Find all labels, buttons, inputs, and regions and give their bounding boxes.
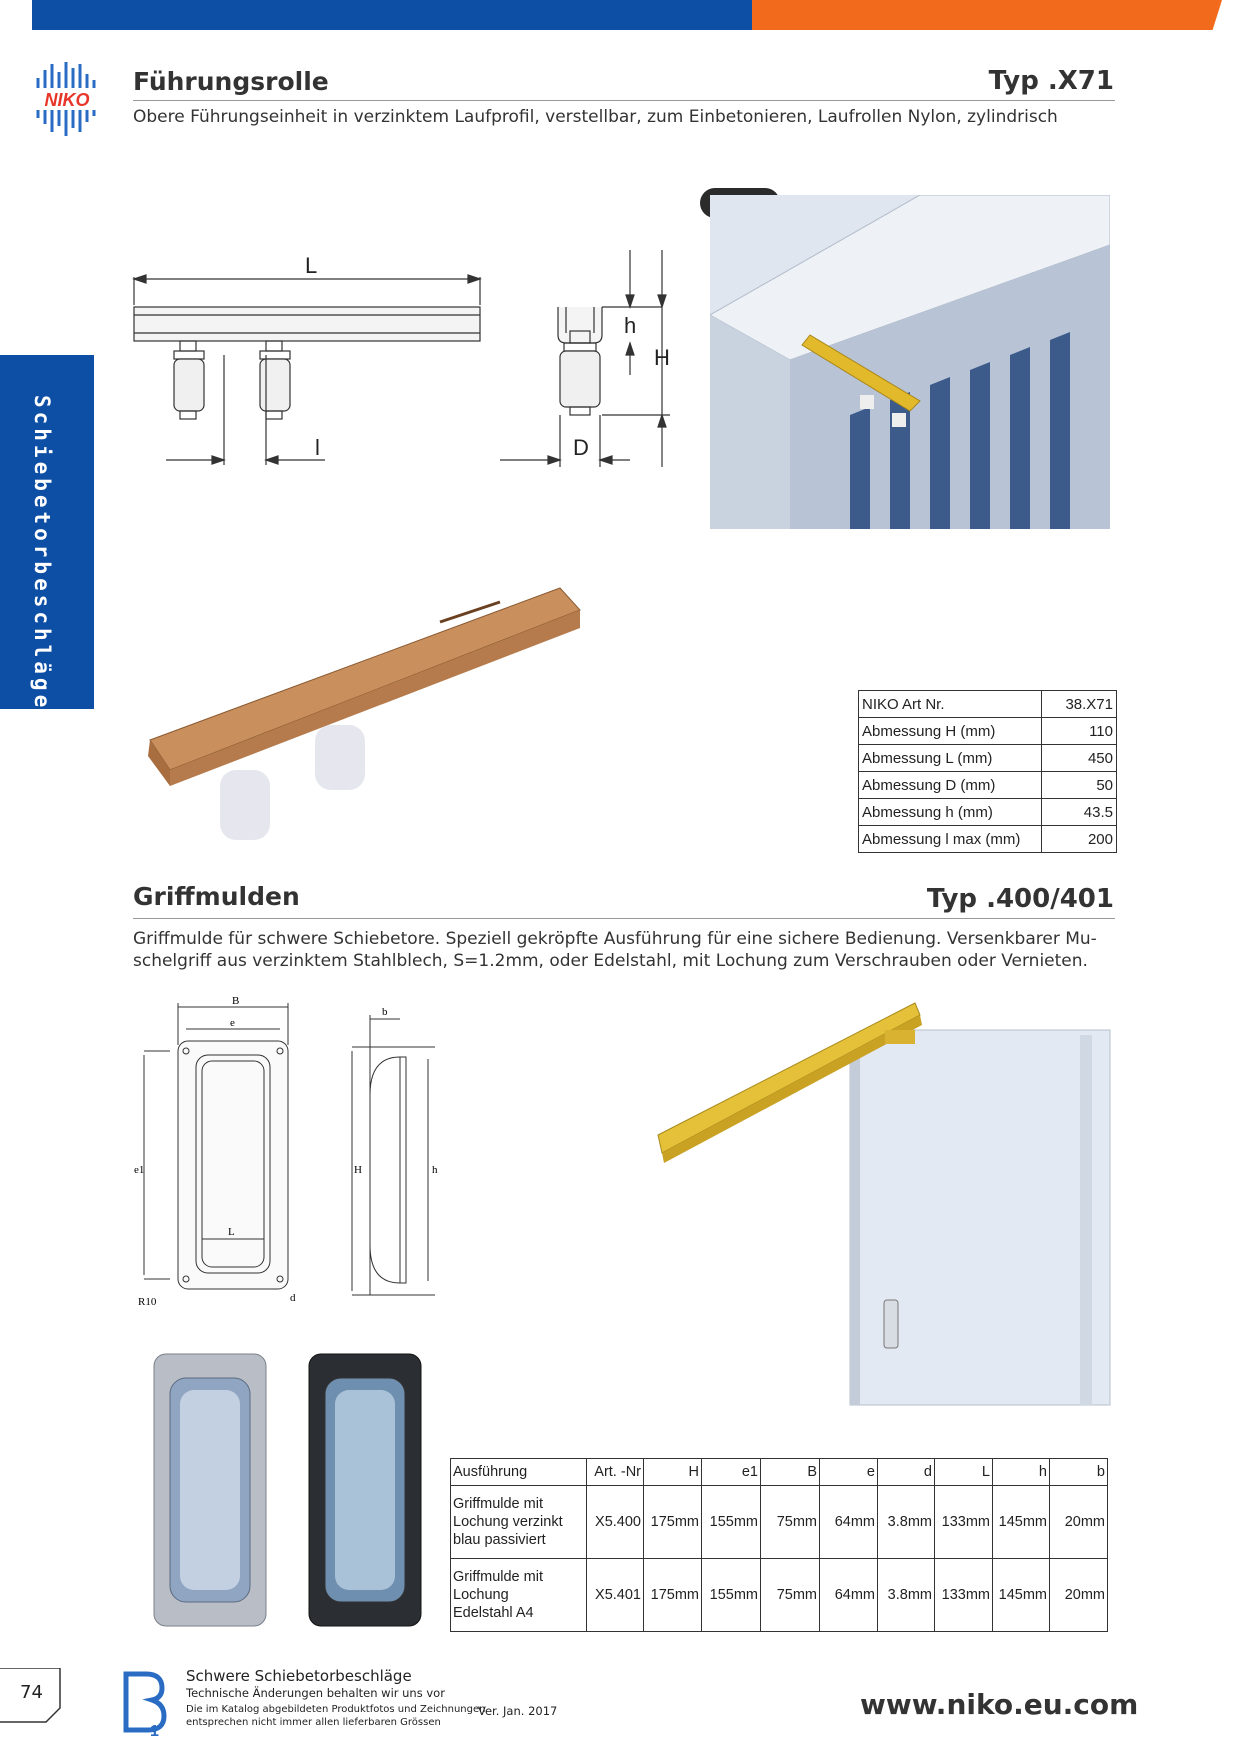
spec-header-value: 38.X71 (1042, 691, 1117, 718)
svg-text:L: L (228, 1226, 235, 1238)
svg-text:h: h (432, 1164, 438, 1176)
col-header: H (644, 1459, 702, 1486)
cell: 145mm (993, 1559, 1050, 1632)
spec-header-label: NIKO Art Nr. (859, 691, 1042, 718)
cell: 155mm (702, 1486, 761, 1559)
cell: 20mm (1050, 1559, 1108, 1632)
spec-row (859, 718, 1117, 745)
handle-photo-galvanized (150, 1350, 270, 1630)
section2-title: Griffmulden (133, 882, 300, 911)
table-row (451, 1486, 1108, 1559)
spec-value: 43.5 (1042, 799, 1117, 826)
col-header: d (878, 1459, 935, 1486)
table-header-row (451, 1459, 1108, 1486)
svg-text:L: L (305, 253, 318, 278)
spec-row (859, 745, 1117, 772)
cell: 3.8mm (878, 1559, 935, 1632)
svg-text:e1: e1 (134, 1164, 145, 1176)
handle-spec-table (450, 1458, 1108, 1632)
cell: 145mm (993, 1486, 1050, 1559)
spec-value: 450 (1042, 745, 1117, 772)
catalog-b-icon (120, 1668, 168, 1738)
section1-title: Führungsrolle (133, 67, 329, 96)
section2-rule (133, 918, 1115, 919)
guide-roller-drawing (130, 245, 690, 475)
desc-line: Lochung (453, 1587, 509, 1603)
footer-note-2: Die im Katalog abgebildeten Produktfotos und Zeichnungen (186, 1704, 486, 1715)
col-header: Art. -Nr (587, 1459, 644, 1486)
svg-text:R10: R10 (138, 1296, 157, 1308)
section2-type: Typ .400/401 (926, 884, 1114, 914)
spec-value: 200 (1042, 826, 1117, 853)
cell: 175mm (644, 1559, 702, 1632)
cell: 64mm (820, 1486, 878, 1559)
spec-label: Abmessung h (mm) (859, 799, 1042, 826)
door-illustration (640, 995, 1120, 1415)
top-bar-blue (32, 0, 752, 30)
col-header: B (761, 1459, 820, 1486)
svg-text:b: b (382, 1006, 388, 1018)
side-tab (0, 355, 94, 712)
handle-photo-stainless (305, 1350, 425, 1630)
spec-row (859, 826, 1117, 853)
section1-rule (133, 100, 1115, 101)
cell: 3.8mm (878, 1486, 935, 1559)
page-number-tab (0, 1668, 64, 1724)
top-bar-orange (752, 0, 1222, 30)
desc-line: Griffmulde mit (453, 1569, 543, 1585)
svg-text:D: D (573, 435, 589, 460)
footer-note-3: entsprechen nicht immer allen lieferbaren Grössen (186, 1717, 441, 1728)
cell: 64mm (820, 1559, 878, 1632)
footer-title: Schwere Schiebetorbeschläge (186, 1667, 412, 1685)
spec-label: Abmessung D (mm) (859, 772, 1042, 799)
niko-logo (30, 58, 104, 142)
section2-description-line1: Griffmulde für schwere Schiebetore. Speziell gekröpfte Ausführung für eine sichere Bedienung. Versenkbarer Mu- (133, 929, 1097, 949)
side-tab-label: Schiebetorbeschläge (30, 395, 54, 712)
col-header: L (935, 1459, 993, 1486)
desc-line: Griffmulde mit (453, 1496, 543, 1512)
col-header: e (820, 1459, 878, 1486)
spec-label: Abmessung H (mm) (859, 718, 1042, 745)
cell: 75mm (761, 1559, 820, 1632)
svg-text:NIKO: NIKO (44, 90, 90, 110)
footer-version: Ver. Jan. 2017 (478, 1704, 558, 1718)
spec-value: 110 (1042, 718, 1117, 745)
guide-roller-spec-table (858, 690, 1117, 853)
svg-text:1: 1 (150, 1723, 159, 1738)
svg-text:l: l (315, 435, 320, 460)
section1-type: Typ .X71 (988, 66, 1114, 96)
spec-label: Abmessung l max (mm) (859, 826, 1042, 853)
spec-value: 50 (1042, 772, 1117, 799)
cell: 133mm (935, 1559, 993, 1632)
row-description (451, 1486, 587, 1559)
svg-text:h: h (624, 313, 637, 338)
cell: X5.400 (587, 1486, 644, 1559)
section1-description: Obere Führungseinheit in verzinktem Laufprofil, verstellbar, zum Einbetonieren, Laufrollen Nylon, zylindrisch (133, 107, 1058, 127)
desc-line: Lochung verzinkt (453, 1514, 563, 1530)
guide-roller-photo (140, 580, 600, 840)
recessed-handle-drawing (130, 995, 490, 1315)
desc-line: blau passiviert (453, 1532, 546, 1548)
cell: 20mm (1050, 1486, 1108, 1559)
col-header: e1 (702, 1459, 761, 1486)
svg-text:H: H (654, 345, 670, 370)
spec-row (859, 772, 1117, 799)
cell: 133mm (935, 1486, 993, 1559)
row-description (451, 1559, 587, 1632)
page-number: 74 (20, 1682, 43, 1703)
svg-text:d: d (290, 1292, 296, 1304)
spec-row (859, 799, 1117, 826)
col-header: b (1050, 1459, 1108, 1486)
svg-text:H: H (354, 1164, 362, 1176)
col-header: Ausführung (451, 1459, 587, 1486)
cell: X5.401 (587, 1559, 644, 1632)
cell: 155mm (702, 1559, 761, 1632)
website-link[interactable]: www.niko.eu.com (860, 1688, 1139, 1721)
cell: 75mm (761, 1486, 820, 1559)
cell: 175mm (644, 1486, 702, 1559)
desc-line: Edelstahl A4 (453, 1605, 534, 1621)
svg-text:e: e (230, 1017, 235, 1029)
footer-note-1: Technische Änderungen behalten wir uns vor (186, 1686, 445, 1700)
table-row (451, 1559, 1108, 1632)
spec-label: Abmessung L (mm) (859, 745, 1042, 772)
section2-description-line2: schelgriff aus verzinktem Stahlblech, S=1.2mm, oder Edelstahl, mit Lochung zum Verschrauben oder Vernieten. (133, 951, 1088, 971)
svg-text:B: B (232, 995, 240, 1007)
col-header: h (993, 1459, 1050, 1486)
spec-header-row (859, 691, 1117, 718)
installation-illustration (710, 195, 1110, 529)
